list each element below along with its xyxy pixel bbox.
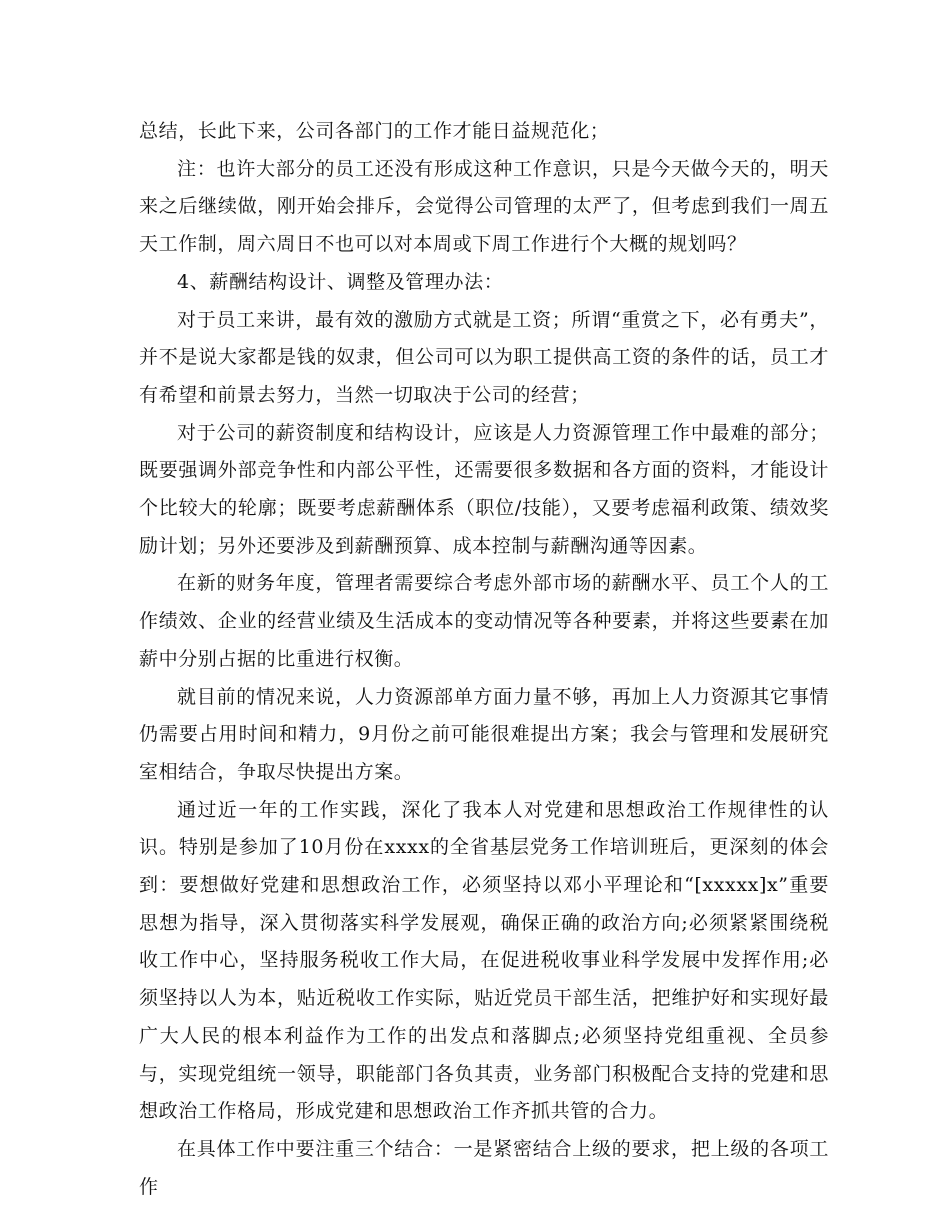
paragraph-party-building: 通过近一年的工作实践，深化了我本人对党建和思想政治工作规律性的认识。特别是参加了10月份在xxxx的全省基层党务工作培训班后，更深刻的体会到：要想做好党建和思想政治工作，必须坚持以邓小平理论和“[xxxxx]x”重要思想为指导，深入贯彻落实科学发展观，确保正确的政治方向;必须紧紧围绕税收工作中心，坚持服务税收工作大局，在促进税收事业科学发展中发挥作用;必须坚持以人为本，贴近税收工作实际，贴近党员干部生活，把维护好和实现好最广大人民的根本利益作为工作的出发点和落脚点;必须坚持党组重视、全员参与，实现党组统一领导，职能部门各负其责，业务部门积极配合支持的党建和思想政治工作格局，形成党建和思想政治工作齐抓共管的合力。: [139, 798, 829, 1123]
paragraph-fiscal-year: 在新的财务年度，管理者需要综合考虑外部市场的薪酬水平、员工个人的工作绩效、企业的经营业绩及生活成本的变动情况等各种要素，并将这些要素在加薪中分别占据的比重进行权衡。: [139, 572, 829, 670]
paragraph-incentive: 对于员工来讲，最有效的激励方式就是工资；所谓“重赏之下，必有勇夫”，并不是说大家都是钱的奴隶，但公司可以为职工提供高工资的条件的话，员工才有希望和前景去努力，当然一切取决于公司的经营；: [139, 308, 829, 406]
paragraph-three-combinations: 在具体工作中要注重三个结合：一是紧密结合上级的要求，把上级的各项工作: [139, 1137, 829, 1198]
document-body: [139, 113, 829, 1206]
paragraph-note: 注：也许大部分的员工还没有形成这种工作意识，只是今天做今天的，明天来之后继续做，刚开始会排斥，会觉得公司管理的太严了，但考虑到我们一周五天工作制，周六周日不也可以对本周或下周工作进行个大概的规划吗？: [139, 157, 829, 256]
paragraph-salary-design: 对于公司的薪资制度和结构设计，应该是人力资源管理工作中最难的部分；既要强调外部竞争性和内部公平性，还需要很多数据和各方面的资料，才能设计个比较大的轮廓；既要考虑薪酬体系（职位/技能），又要考虑福利政策、绩效奖励计划；另外还要涉及到薪酬预算、成本控制与薪酬沟通等因素。: [139, 421, 829, 557]
section-heading-salary-structure: 4、薪酬结构设计、调整及管理办法：: [177, 270, 504, 293]
paragraph-summary-continuation: 总结，长此下来，公司各部门的工作才能日益规范化；: [139, 120, 610, 142]
paragraph-current-situation: 就目前的情况来说，人力资源部单方面力量不够，再加上人力资源其它事情仍需要占用时间和精力，9月份之前可能很难提出方案；我会与管理和发展研究室相结合，争取尽快提出方案。: [139, 685, 829, 783]
